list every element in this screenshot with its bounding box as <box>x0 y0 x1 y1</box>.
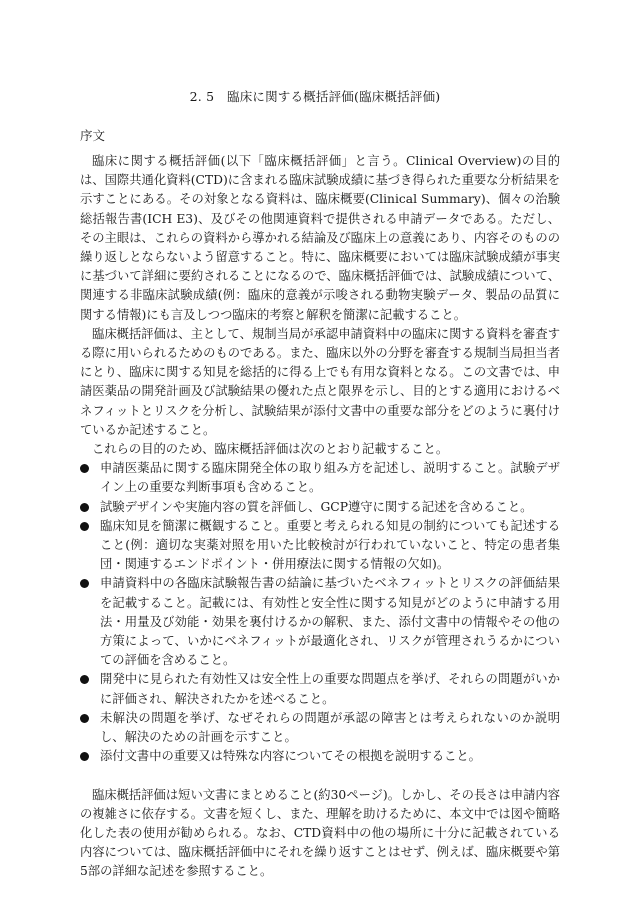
list-item <box>80 670 560 708</box>
list-item-text: 臨床知見を簡潔に概観すること。重要と考えられる知見の制約についても記述すること(例：適切な実薬対照を用いた比較検討が行われていないこと、特定の患者集団・関連するエンドポイント・併用療法に関する情報の欠如)。 <box>100 518 560 572</box>
list-item <box>80 459 560 497</box>
list-item-text: 添付文書中の重要又は特殊な内容についてその根拠を説明すること。 <box>100 749 481 764</box>
list-item <box>80 574 560 670</box>
document-body <box>80 152 560 882</box>
list-item-text: 開発中に見られた有効性又は安全性上の重要な問題点を挙げ、それらの問題がいかに評価され、解決されたかを述べること。 <box>100 672 560 706</box>
list-item <box>80 747 560 766</box>
paragraph-usage: 臨床概括評価は、主として、規制当局が承認申請資料中の臨床に関する資料を審査する際に用いられるためのものである。また、臨床以外の分野を審査する規制当局担当者にとり、臨床に関する知見を総括的に得る上でも有用な資料となる。この文書では、申請医薬品の開発計画及び試験結果の優れた点と限界を示し、目的とする適用におけるベネフィットとリスクを分析し、試験結果が添付文書中の重要な部分をどのように裏付けているか記述すること。 <box>80 326 560 437</box>
section-heading: 序文 <box>80 128 106 143</box>
paragraph-intro-list: これらの目的のため、臨床概括評価は次のとおり記載すること。 <box>92 442 449 457</box>
paragraph-length: 臨床概括評価は短い文書にまとめること(約30ページ)。しかし、その長さは申請内容の複雑さに依存する。文書を短くし、また、理解を助けるために、本文中では図や簡略化した表の使用が勧められる。なお、CTD資料中の他の場所に十分に記載されている内容については、臨床概括評価中にそれを繰り返すことはせず、例えば、臨床概要や第5部の詳細な記述を参照すること。 <box>80 787 560 879</box>
bullet-icon <box>80 675 89 684</box>
page-title: 2. 5 臨床に関する概括評価(臨床概括評価) <box>189 89 441 104</box>
bullet-icon <box>80 752 89 761</box>
list-item-text: 申請医薬品に関する臨床開発全体の取り組み方を記述し、説明すること。試験デザイン上の重要な判断事項も含めること。 <box>100 461 560 495</box>
paragraph-purpose: 臨床に関する概括評価(以下「臨床概括評価」と言う。Clinical Overview)の目的は、国際共通化資料(CTD)に含まれる臨床試験成績に基づき得られた重要な分析結果を示すことにある。その対象となる資料は、臨床概要(Clinical Summary)、個々の治験総括報告書(ICH E3)、及びその他関連資料で提供される申請データである。ただし、その主眼は、これらの資料から導かれる結論及び臨床上の意義にあり、内容そのものの繰り返しとならないよう留意すること。特に、臨床概要においては臨床試験成績が事実に基づいて詳細に要約されることになるので、臨床概括評価では、試験成績について、関連する非臨床試験成績(例：臨床的意義が示唆される動物実験データ、製品の品質に関する情報)にも言及しつつ臨床的考察と解釈を簡潔に記載すること。 <box>80 154 560 322</box>
bullet-icon <box>80 579 89 588</box>
list-item-text: 試験デザインや実施内容の質を評価し、GCP遵守に関する記述を含めること。 <box>100 499 533 514</box>
requirements-list <box>80 459 560 766</box>
spacer <box>80 767 560 786</box>
bullet-icon <box>80 714 89 723</box>
bullet-icon <box>80 522 89 531</box>
list-item <box>80 517 560 575</box>
bullet-icon <box>80 464 89 473</box>
list-item-text: 申請資料中の各臨床試験報告書の結論に基づいたベネフィットとリスクの評価結果を記載すること。記載には、有効性と安全性に関する知見がどのように申請する用法・用量及び効能・効果を裏付けるかの解釈、また、添付文書中の情報やその他の方策によって、いかにベネフィットが最適化され、リスクが管理されうるかについての評価を含めること。 <box>100 576 560 668</box>
list-item-text: 未解決の問題を挙げ、なぜそれらの問題が承認の障害とは考えられないのか説明し、解決のための計画を示すこと。 <box>100 710 560 745</box>
bullet-icon <box>80 503 89 512</box>
list-item <box>80 709 560 747</box>
list-item <box>80 498 560 517</box>
